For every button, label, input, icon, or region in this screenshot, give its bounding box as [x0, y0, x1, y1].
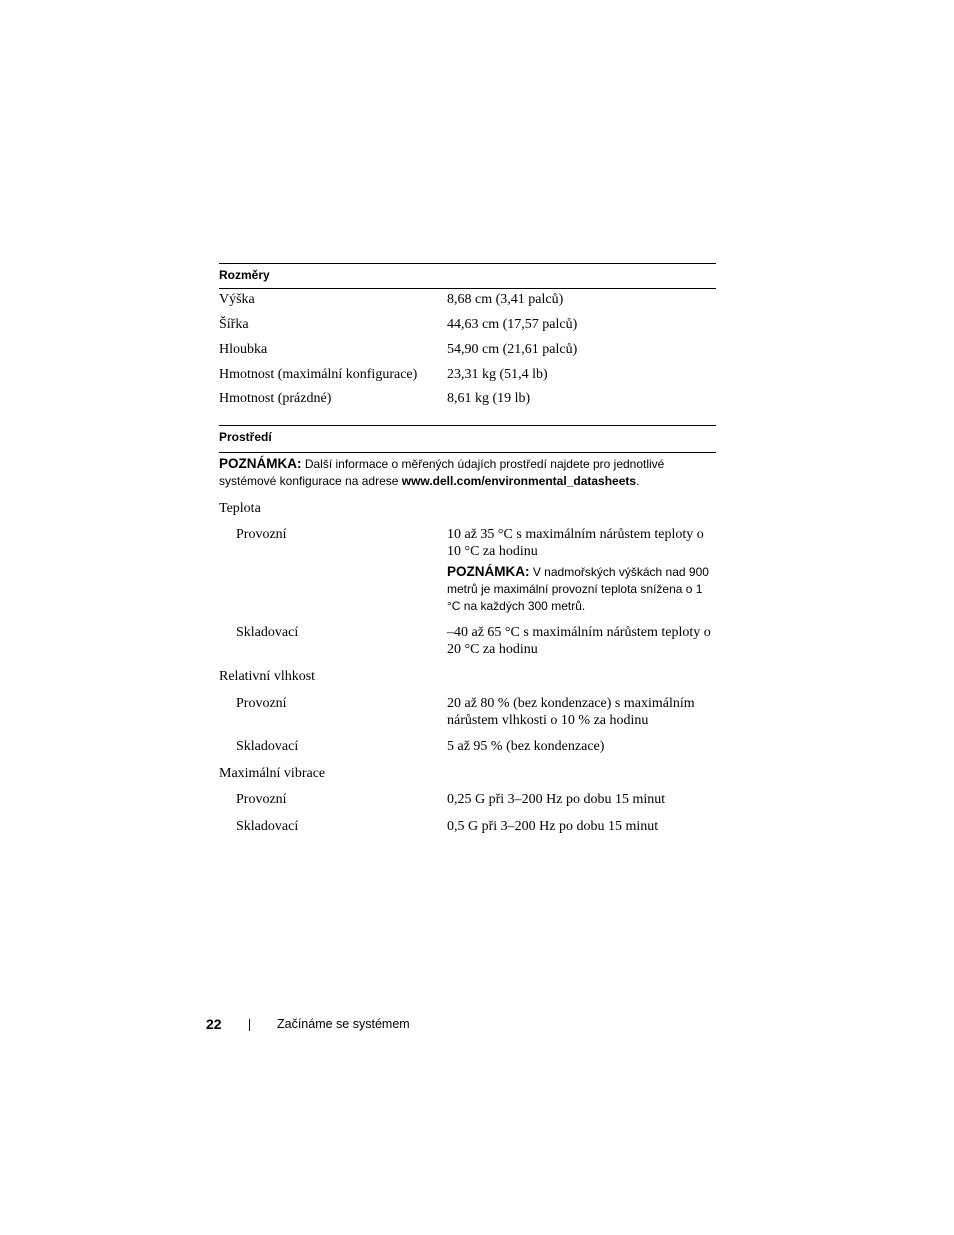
dimensions-row-label: Hmotnost (maximální konfigurace) [219, 367, 418, 382]
humidity-operating-label: Provozní [236, 696, 287, 711]
vibration-storage-value: 0,5 G při 3–200 Hz po dobu 15 minut [447, 819, 659, 834]
humidity-label: Relativní vlhkost [219, 669, 316, 684]
vibration-label: Maximální vibrace [219, 766, 326, 781]
datasheets-link[interactable]: www.dell.com/environmental_datasheets [401, 474, 637, 488]
dimensions-row-label: Hmotnost (prázdné) [219, 391, 332, 406]
environment-note [219, 455, 699, 490]
vibration-storage-label: Skladovací [236, 819, 299, 834]
footer-divider [249, 1019, 250, 1031]
dimensions-heading [219, 263, 716, 289]
temperature-note [447, 563, 715, 615]
page-number: 22 [206, 1016, 222, 1032]
temperature-operating-value: 10 až 35 °C s maximálním nárůstem teploty o 10 °C za hodinu [447, 527, 704, 559]
humidity-storage-label: Skladovací [236, 739, 299, 754]
dimensions-row-value: 44,63 cm (17,57 palců) [447, 317, 578, 332]
dimensions-row-value: 8,68 cm (3,41 palců) [447, 292, 564, 307]
temperature-storage-label: Skladovací [236, 625, 299, 640]
temperature-storage-value: –40 až 65 °C s maximálním nárůstem teploty o 20 °C za hodinu [447, 625, 711, 657]
dimensions-row-label: Výška [219, 292, 255, 307]
dimensions-row-label: Šířka [219, 317, 249, 332]
footer-title: Začínáme se systémem [277, 1017, 410, 1031]
temperature-label: Teplota [219, 501, 261, 516]
humidity-storage-value: 5 až 95 % (bez kondenzace) [447, 739, 605, 754]
vibration-operating-label: Provozní [236, 792, 287, 807]
note-label: POZNÁMKA: [447, 564, 530, 579]
environment-heading [219, 425, 716, 453]
dimensions-row-label: Hloubka [219, 342, 268, 357]
note-text: V nadmořských výškách nad 900 metrů je maximální provozní teplota snížena o 1 °C na každých 300 metrů. [447, 565, 709, 613]
dimensions-heading-text: Rozměry [219, 268, 270, 282]
dimensions-row-value: 8,61 kg (19 lb) [447, 391, 531, 406]
dimensions-row-value: 54,90 cm (21,61 palců) [447, 342, 578, 357]
note-text: Další informace o měřených údajích prostředí najdete pro jednotlivé systémové konfigurace na adrese [219, 457, 665, 488]
humidity-operating-value: 20 až 80 % (bez kondenzace) s maximálním nárůstem vlhkosti o 10 % za hodinu [447, 696, 695, 728]
environment-heading-text: Prostředí [219, 430, 272, 444]
temperature-operating-label: Provozní [236, 527, 287, 542]
note-label: POZNÁMKA: [219, 456, 302, 471]
vibration-operating-value: 0,25 G při 3–200 Hz po dobu 15 minut [447, 792, 666, 807]
dimensions-row-value: 23,31 kg (51,4 lb) [447, 367, 548, 382]
note-text-end: . [636, 474, 640, 488]
